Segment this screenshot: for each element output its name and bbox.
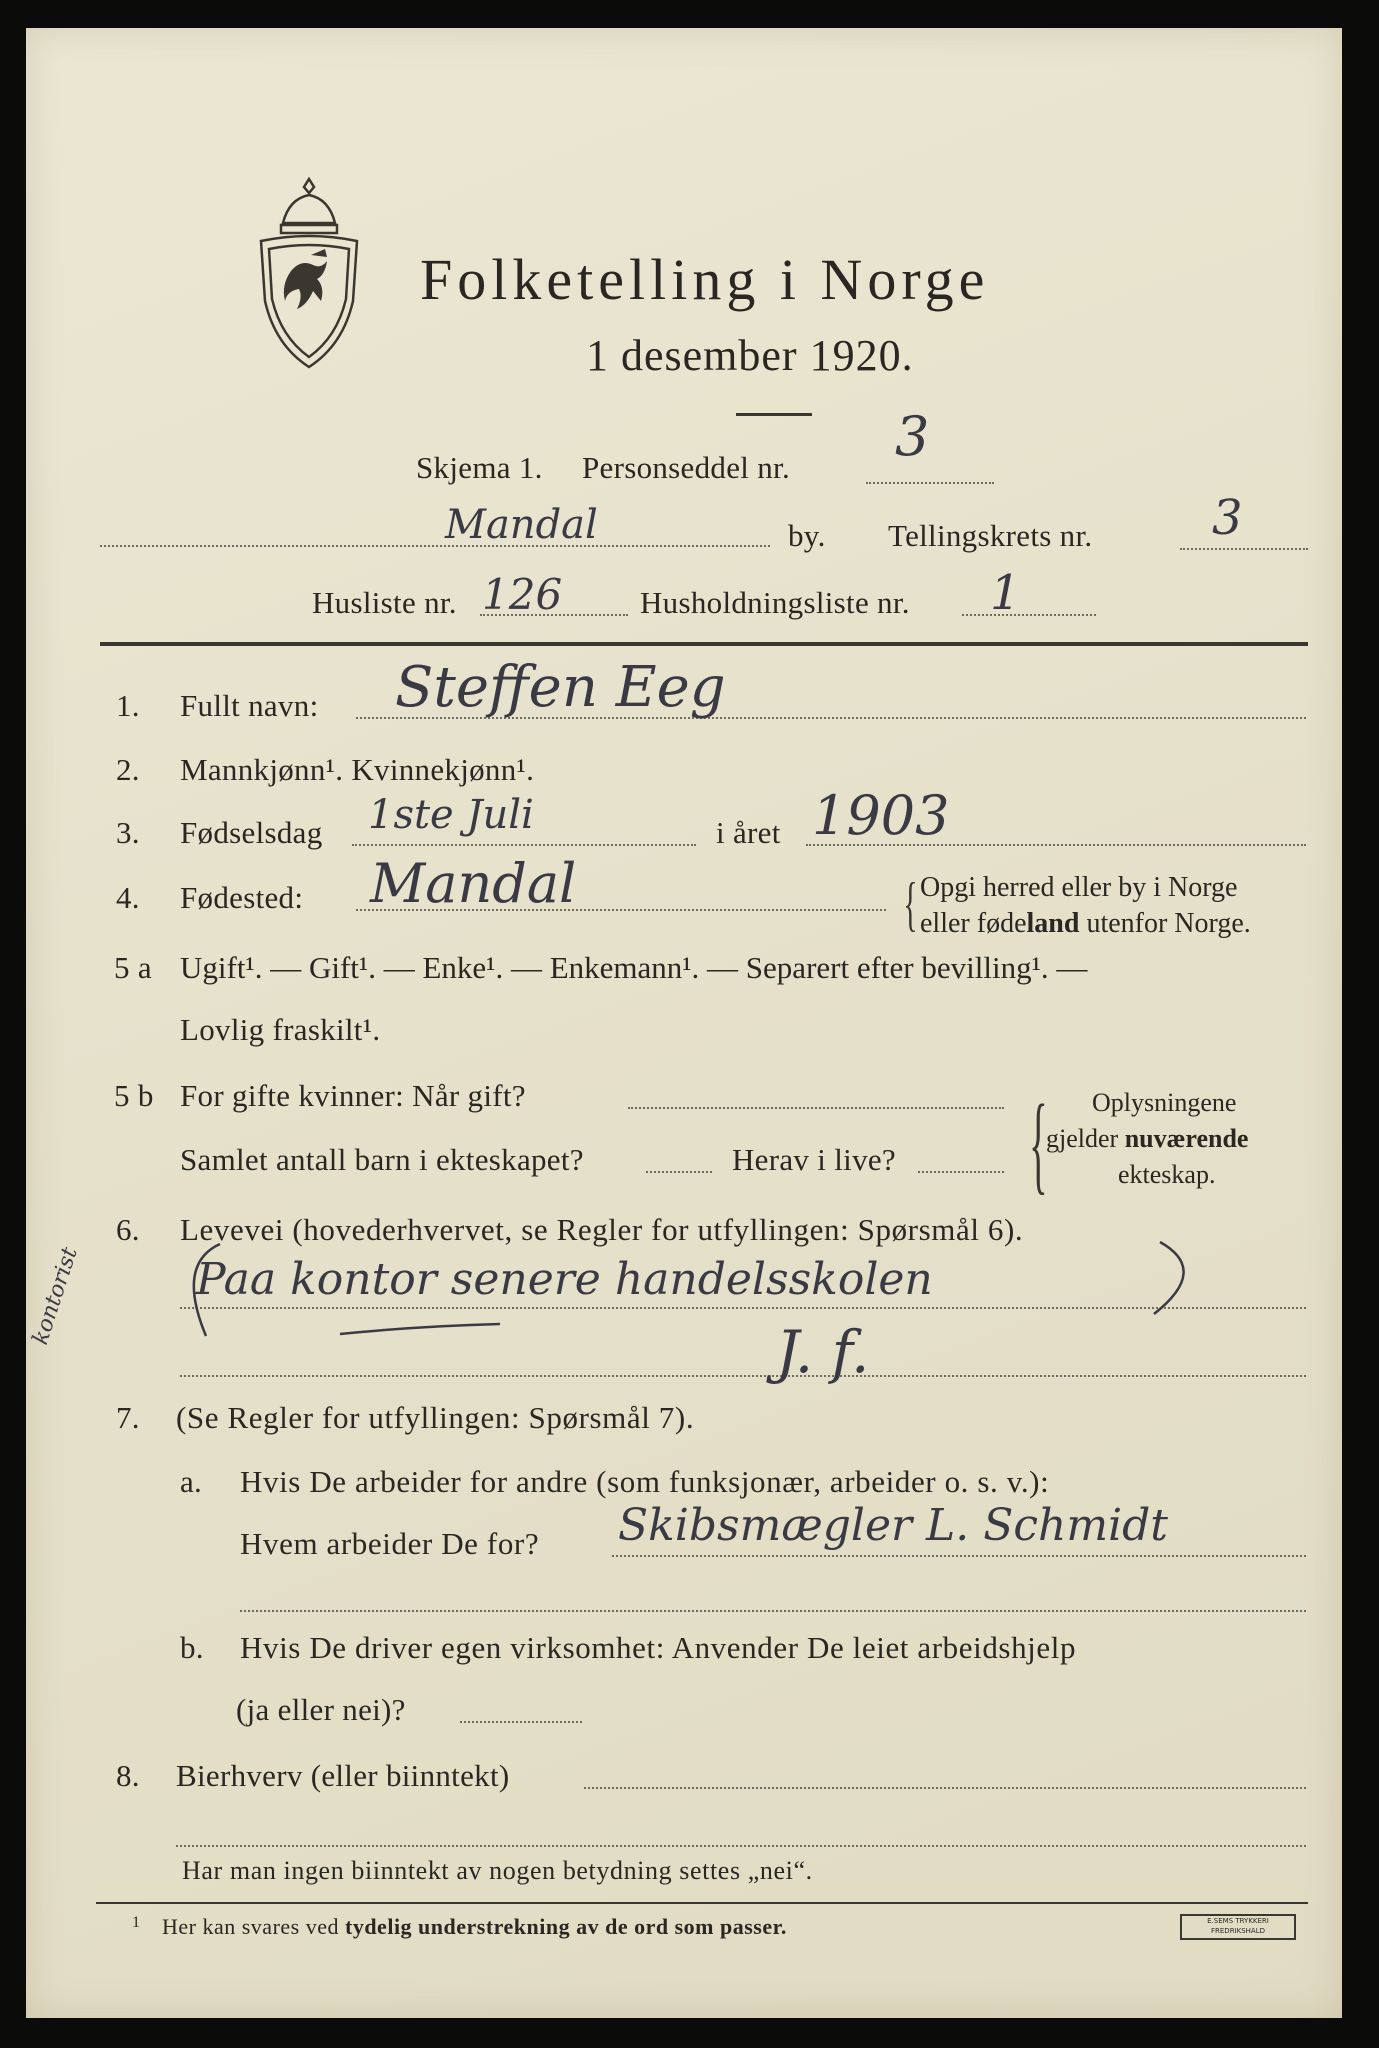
personseddel-value: 3 <box>895 405 930 468</box>
q7a-letter: a. <box>180 1464 203 1499</box>
birth-year-value: 1903 <box>812 784 950 847</box>
q4-note-part-a: eller føde <box>920 908 1027 939</box>
q5b-living-label: Herav i live? <box>732 1142 896 1177</box>
footnote-mark: 1 <box>132 1914 140 1931</box>
q4-label: Fødested: <box>180 880 304 915</box>
q3-year-label: i året <box>716 815 781 850</box>
q4-note-line1: Opgi herred eller by i Norge <box>920 872 1238 903</box>
q5a-line2: Lovlig fraskilt¹. <box>180 1012 381 1047</box>
footnote-divider <box>96 1902 1308 1904</box>
employer-field-1 <box>612 1555 1306 1557</box>
side-income-field-1 <box>584 1787 1306 1789</box>
hired-help-field <box>460 1721 582 1723</box>
q2-label: Mannkjønn¹. Kvinnekjønn¹. <box>180 752 535 787</box>
tellingskrets-label: Tellingskrets nr. <box>888 518 1093 553</box>
title-divider <box>736 413 812 416</box>
side-income-note: Har man ingen biinntekt av nogen betydning settes „nei“. <box>182 1856 813 1885</box>
q5b-note-part-a: gjelder <box>1046 1124 1125 1153</box>
tellingskrets-field <box>1180 548 1308 550</box>
q7b-line2: (ja eller nei)? <box>236 1692 406 1727</box>
q6-number: 6. <box>116 1212 140 1247</box>
occupation-field-2 <box>180 1375 1306 1377</box>
husholdning-label: Husholdningsliste nr. <box>640 585 910 620</box>
printer-mark-line1: E.SEMS TRYKKERI <box>1207 1917 1269 1925</box>
occupation-bracket-marks <box>160 1236 1240 1346</box>
married-when-field <box>628 1107 1004 1109</box>
employer-value: Skibsmægler L. Schmidt <box>618 1500 1168 1551</box>
personseddel-field <box>866 482 994 484</box>
q5a-line1: Ugift¹. — Gift¹. — Enke¹. — Enkemann¹. — Separert efter bevilling¹. — <box>180 950 1088 985</box>
children-living-field <box>918 1171 1004 1173</box>
husliste-value: 126 <box>482 570 563 619</box>
birthdate-value: 1ste Juli <box>368 792 534 838</box>
census-date: 1 desember 1920. <box>586 331 914 380</box>
q7b-line1: Hvis De driver egen virksomhet: Anvender De leiet arbeidshjelp <box>240 1630 1077 1665</box>
q5a-number: 5 a <box>114 950 152 985</box>
q7b-letter: b. <box>180 1630 204 1665</box>
q8-number: 8. <box>116 1758 140 1793</box>
q5b-line1: For gifte kvinner: Når gift? <box>180 1078 526 1113</box>
by-label: by. <box>788 518 826 553</box>
by-value: Mandal <box>445 502 598 548</box>
q4-number: 4. <box>116 880 140 915</box>
footnote-text-a: Her kan svares ved <box>162 1914 345 1939</box>
husliste-label: Husliste nr. <box>312 585 457 620</box>
q8-label: Bierhverv (eller biinntekt) <box>176 1758 510 1793</box>
q3-label: Fødselsdag <box>180 815 323 850</box>
q1-label: Fullt navn: <box>180 688 319 723</box>
q1-number: 1. <box>116 688 140 723</box>
header-divider <box>100 642 1308 646</box>
husholdning-value: 1 <box>990 565 1021 621</box>
printer-mark-line2: FREDRIKSHALD <box>1210 1927 1265 1935</box>
footnote-text-b: tydelig understrekning av de ord som passer. <box>345 1914 787 1939</box>
birthdate-field <box>352 844 696 846</box>
q7-number: 7. <box>116 1400 140 1435</box>
q5b-note-line3: ekteskap. <box>1118 1160 1216 1189</box>
q5b-number: 5 b <box>114 1078 154 1113</box>
q3-number: 3. <box>116 815 140 850</box>
occupation-initials: J. f. <box>776 1318 870 1386</box>
q5b-note-line1: Oplysningene <box>1092 1088 1237 1117</box>
q7a-line2: Hvem arbeider De for? <box>240 1526 540 1561</box>
q4-note-line2 <box>920 908 1251 940</box>
tellingskrets-value: 3 <box>1212 490 1243 546</box>
q4-note-brace: { <box>903 871 918 937</box>
norwegian-coat-of-arms-icon <box>253 175 365 373</box>
q4-note-part-b: land <box>1026 908 1080 939</box>
q4-note-part-c: utenfor Norge. <box>1079 908 1251 939</box>
children-count-field <box>646 1171 712 1173</box>
occupation-margin-note: kontorist <box>28 1244 83 1348</box>
skjema-label: Skjema 1. <box>416 450 543 485</box>
occupation-value: Paa kontor senere handelsskolen <box>196 1254 933 1305</box>
printer-mark <box>1180 1914 1296 1940</box>
personseddel-label: Personseddel nr. <box>582 450 790 485</box>
full-name-value: Steffen Eeg <box>395 655 726 720</box>
q7-label: (Se Regler for utfyllingen: Spørsmål 7). <box>176 1400 695 1435</box>
q6-label: Levevei (hovederhvervet, se Regler for utfyllingen: Spørsmål 6). <box>180 1212 1024 1247</box>
employer-field-2 <box>240 1610 1306 1612</box>
by-field <box>100 545 770 547</box>
birthplace-value: Mandal <box>370 852 577 915</box>
q5b-note-part-b: nuværende <box>1124 1124 1249 1153</box>
side-income-field-2 <box>176 1845 1306 1847</box>
footnote-text <box>162 1914 787 1940</box>
q5b-note-brace: { <box>1029 1082 1048 1204</box>
q2-number: 2. <box>116 752 140 787</box>
q5b-note-line2 <box>1046 1124 1248 1154</box>
q7a-line1: Hvis De arbeider for andre (som funksjonær, arbeider o. s. v.): <box>240 1464 1050 1499</box>
q5b-children-label: Samlet antall barn i ekteskapet? <box>180 1142 584 1177</box>
form-title: Folketelling i Norge <box>420 247 990 312</box>
husholdning-field <box>962 614 1096 616</box>
